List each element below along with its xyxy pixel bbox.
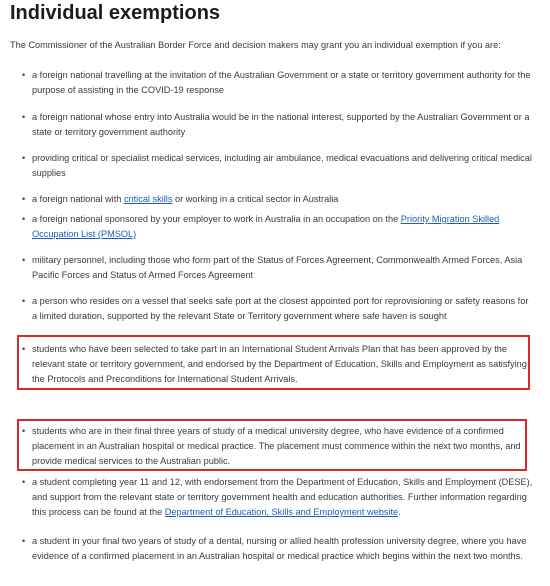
- dese-website-link[interactable]: Department of Education, Skills and Employment website: [164, 507, 399, 517]
- item-text: students who have been selected to take part in an International Student Arrivals Plan that has been approved by the relevant state or territory government, and endorsed by the Department of Education, Skills and Employment as satisfying the Protocols and Preconditions for International Student Arrivals.: [32, 344, 527, 384]
- item-text: a person who resides on a vessel that seeks safe port at the closest appointed port for reprovisioning or safety reasons for a limited duration, supported by the relevant State or Territory government where safe haven is sought: [32, 296, 529, 321]
- bullet: •: [22, 194, 26, 204]
- highlight-box-student-arrivals: [17, 335, 530, 390]
- item-text: a student in your final two years of study of a dental, nursing or allied health profession university degree, where you have evidence of a confirmed placement in an Australian hospital or medical practice which begins within the next two months.: [32, 536, 527, 561]
- list-item: [22, 68, 536, 98]
- list-item: [22, 151, 536, 181]
- bullet: •: [22, 255, 26, 265]
- bullet: •: [22, 153, 26, 163]
- list-item: [22, 212, 536, 242]
- list-item: [22, 475, 536, 520]
- bullet: •: [22, 426, 26, 436]
- bullet: •: [22, 296, 26, 306]
- section-heading: Individual exemptions: [10, 2, 221, 24]
- list-item: [22, 192, 536, 207]
- bullet: •: [22, 214, 26, 224]
- bullet: •: [22, 536, 26, 546]
- list-item: [22, 294, 536, 324]
- list-item: [22, 534, 536, 564]
- highlight-box-medical-students: [17, 419, 527, 471]
- bullet: •: [22, 477, 26, 487]
- item-text-before-link: a foreign national with: [32, 194, 124, 204]
- item-text-after-link: .: [398, 507, 401, 517]
- critical-skills-link[interactable]: critical skills: [123, 194, 173, 204]
- item-text: a foreign national travelling at the invitation of the Australian Government or a state or territory government authority for the purpose of assisting in the COVID-19 response: [32, 70, 531, 95]
- bullet: •: [22, 70, 26, 80]
- bullet: •: [22, 112, 26, 122]
- item-text-after-link: or working in a critical sector in Australia: [172, 194, 339, 204]
- item-text-before-link: a foreign national sponsored by your employer to work in Australia in an occupation on the: [32, 214, 401, 224]
- item-text: a foreign national whose entry into Australia would be in the national interest, supported by the Australian Government or a state or territory government authority: [32, 112, 530, 137]
- bullet: •: [22, 344, 26, 354]
- item-text-before-link: a student completing year 11 and 12, with endorsement from the Department of Education, Skills and Employment (DESE), and support from the relevant state or territory government health and education authorities. Further information regarding this process can be found at the: [32, 477, 533, 517]
- item-text: students who are in their final three years of study of a medical university degree, who have evidence of a confirmed placement in an Australian hospital or medical practice. The placement must commence within the next two months, and provide medical services to the Australian public.: [32, 426, 521, 466]
- item-text: providing critical or specialist medical services, including air ambulance, medical evacuations and delivering critical medical supplies: [32, 153, 532, 178]
- list-item: [22, 110, 536, 140]
- pmsol-link[interactable]: Priority Migration Skilled Occupation List (PMSOL): [32, 214, 500, 239]
- item-text: military personnel, including those who form part of the Status of Forces Agreement, Commonwealth Armed Forces, Asia Pacific Forces and Status of Armed Forces Agreement: [32, 255, 523, 280]
- intro-paragraph: The Commissioner of the Australian Border Force and decision makers may grant you an individual exemption if you are:: [10, 40, 501, 50]
- list-item: [22, 253, 536, 283]
